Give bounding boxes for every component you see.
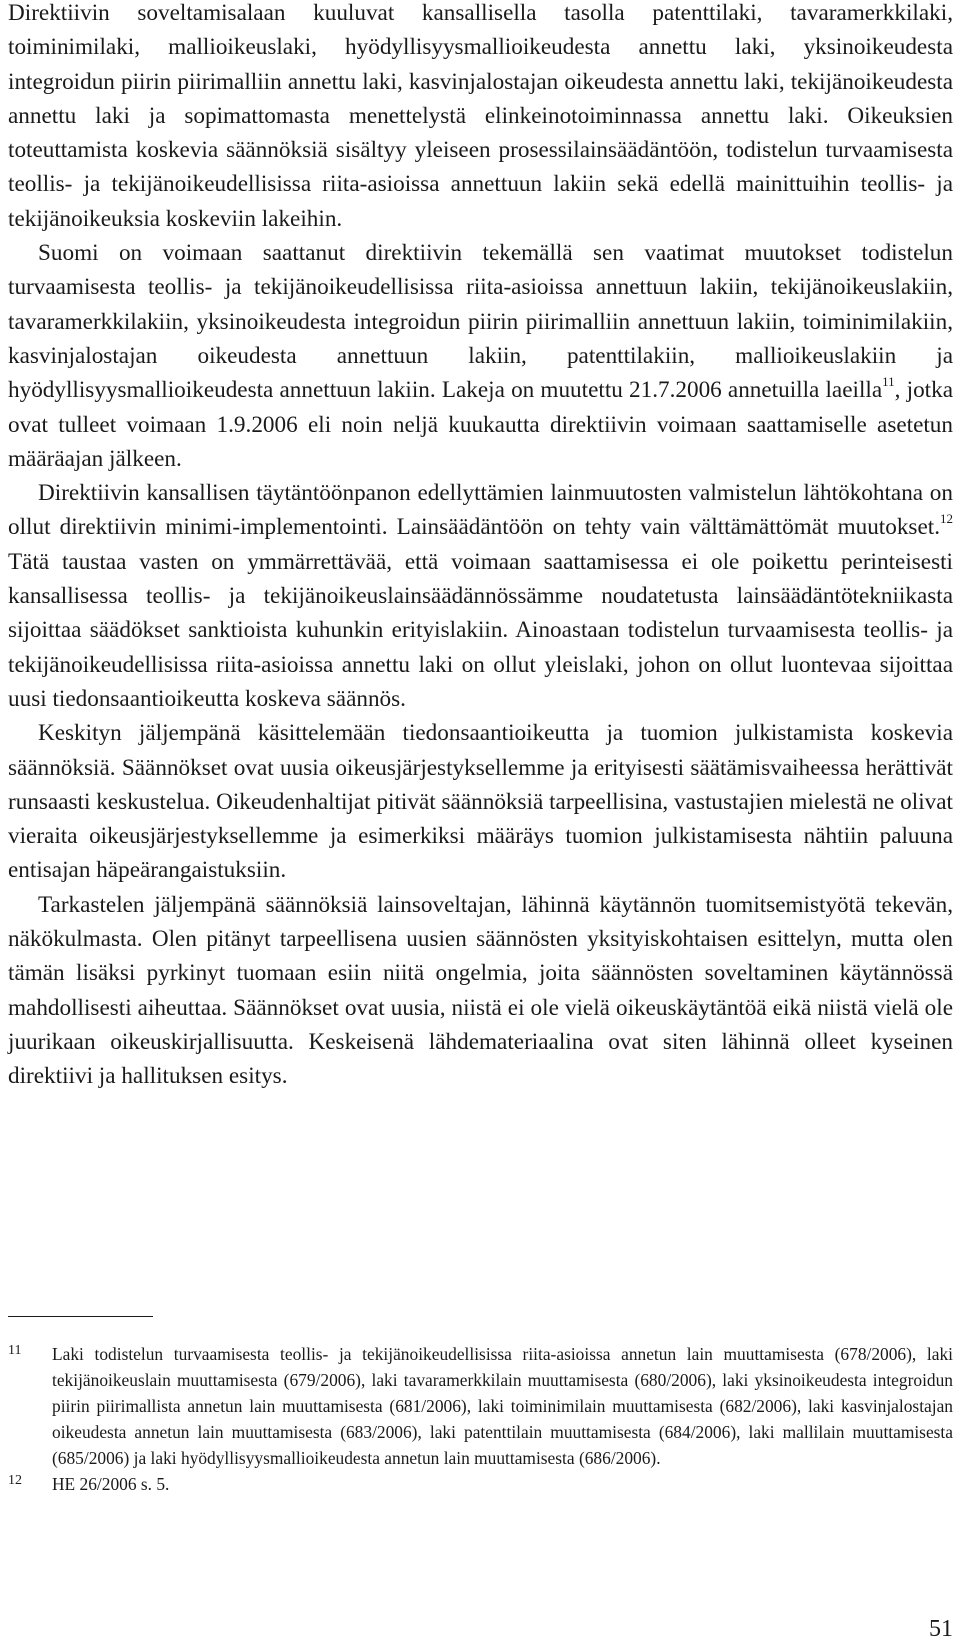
footnote-reference[interactable]: 12 [940,510,953,526]
paragraph [8,716,953,887]
footnotes [8,1341,953,1497]
page-number: 51 [929,1616,953,1642]
paragraph [8,888,953,1094]
footnote-number: 12 [8,1473,22,1488]
body-text [8,0,953,1094]
footnote-text: HE 26/2006 s. 5. [52,1474,170,1494]
footnote-text: Laki todistelun turvaamisesta teollis- ja tekijänoikeudellisissa riita-asioissa annetun lain muuttamisesta (678/2006), laki tekijänoikeuslain muuttamisesta (679/2006), laki tavaramerkkilain muuttamisesta (680/2006), laki yksinoikeudesta integroidun piirin piirimallista annetun lain muuttamisesta (681/2006), laki toiminimilain muuttamisesta (682/2006), laki kasvinjalostajan oikeudesta annetun lain muuttamisesta (683/2006), laki patenttilain muuttamisesta (684/2006), laki mallilain muuttamisesta (685/2006) ja laki hyödyllisyysmallioikeudesta annetun lain muuttamisesta (686/2006). [52,1344,953,1468]
footnote [8,1341,953,1471]
paragraph [8,0,953,236]
footnote-divider [8,1316,153,1317]
paragraph-text: Direktiivin kansallisen täytäntöönpanon edellyttämien lainmuutosten valmistelun lähtökohtana on ollut direktiivin minimi-implementointi. Lainsäädäntöön on tehty vain välttämättömät muutokset. [8,480,953,541]
footnote-reference[interactable]: 11 [882,373,895,389]
footnote [8,1471,953,1497]
paragraph [8,236,953,476]
footnote-number: 11 [8,1343,22,1358]
paragraph [8,476,953,716]
paragraph-text: Tätä taustaa vasten on ymmärrettävää, että voimaan saattamisessa ei ole poikettu perinteisesti kansallisessa teollis- ja tekijänoikeuslainsäädännössämme noudatetusta lainsäädäntötekniikasta sijoittaa säädökset sanktioista kuhunkin erityislakiin. Ainoastaan todistelun turvaamisesta teollis- ja tekijänoikeudellisissa riita-asioissa annettu laki on ollut yleislaki, johon on ollut luontevaa sijoittaa uusi tiedonsaantioikeutta koskeva säännös. [8,548,953,712]
paragraph-text: Tarkastelen jäljempänä säännöksiä lainsoveltajan, lähinnä käytännön tuomitsemistyötä tekevän, näkökulmasta. Olen pitänyt tarpeellisena uusien säännösten yksityiskohtaisen esittelyn, mutta olen tämän lisäksi pyrkinyt tuomaan esiin niitä ongelmia, joita säännösten soveltaminen käytännössä mahdollisesti aiheuttaa. Säännökset ovat uusia, niistä ei ole vielä oikeuskäytäntöä eikä niistä vielä ole juurikaan oikeuskirjallisuutta. Keskeisenä lähdemateriaalina ovat siten lähinnä olleet kyseinen direktiivi ja hallituksen esitys. [8,891,953,1090]
paragraph-text: Keskityn jäljempänä käsittelemään tiedonsaantioikeutta ja tuomion julkistamista koskevia säännöksiä. Säännökset ovat uusia oikeusjärjestyksellemme ja erityisesti säätämisvaiheessa herättivät runsaasti keskustelua. Oikeudenhaltijat pitivät säännöksiä tarpeellisina, vastustajien mielestä ne olivat vieraita oikeusjärjestyksellemme ja esimerkiksi määräys tuomion julkistamisesta nähtiin paluuna entisajan häpeärangaistuksiin. [8,720,953,884]
paragraph-text: Direktiivin soveltamisalaan kuuluvat kansallisella tasolla patenttilaki, tavaramerkkilaki, toiminimilaki, mallioikeuslaki, hyödyllisyysmallioikeudesta annettu laki, yksinoikeudesta integroidun piirin piirimalliin annettu laki, kasvinjalostajan oikeudesta annettu laki, tekijänoikeudesta annettu laki ja sopimattomasta menettelystä elinkeinotoiminnassa annettu laki. Oikeuksien toteuttamista koskevia säännöksiä sisältyy yleiseen prosessilainsäädäntöön, todistelun turvaamisesta teollis- ja tekijänoikeudellisissa riita-asioissa annettuun lakiin sekä edellä mainittuihin teollis- ja tekijänoikeuksia koskeviin lakeihin. [8,0,953,232]
paragraph-text: , jotka ovat tulleet voimaan 1.9.2006 eli noin neljä kuukautta direktiivin voimaan saattamiselle asetetun määräajan jälkeen. [8,377,953,472]
paragraph-text: Suomi on voimaan saattanut direktiivin tekemällä sen vaatimat muutokset todistelun turvaamisesta teollis- ja tekijänoikeudellisissa riita-asioissa annettuun lakiin, tekijänoikeuslakiin, tavaramerkkilakiin, yksinoikeudesta integroidun piirin piirimalliin annettuun lakiin, toiminimilakiin, kasvinjalostajan oikeudesta annettuun lakiin, patenttilakiin, mallioikeuslakiin ja hyödyllisyysmallioikeudesta annettuun lakiin. Lakeja on muutettu 21.7.2006 annetuilla laeilla [8,240,953,404]
